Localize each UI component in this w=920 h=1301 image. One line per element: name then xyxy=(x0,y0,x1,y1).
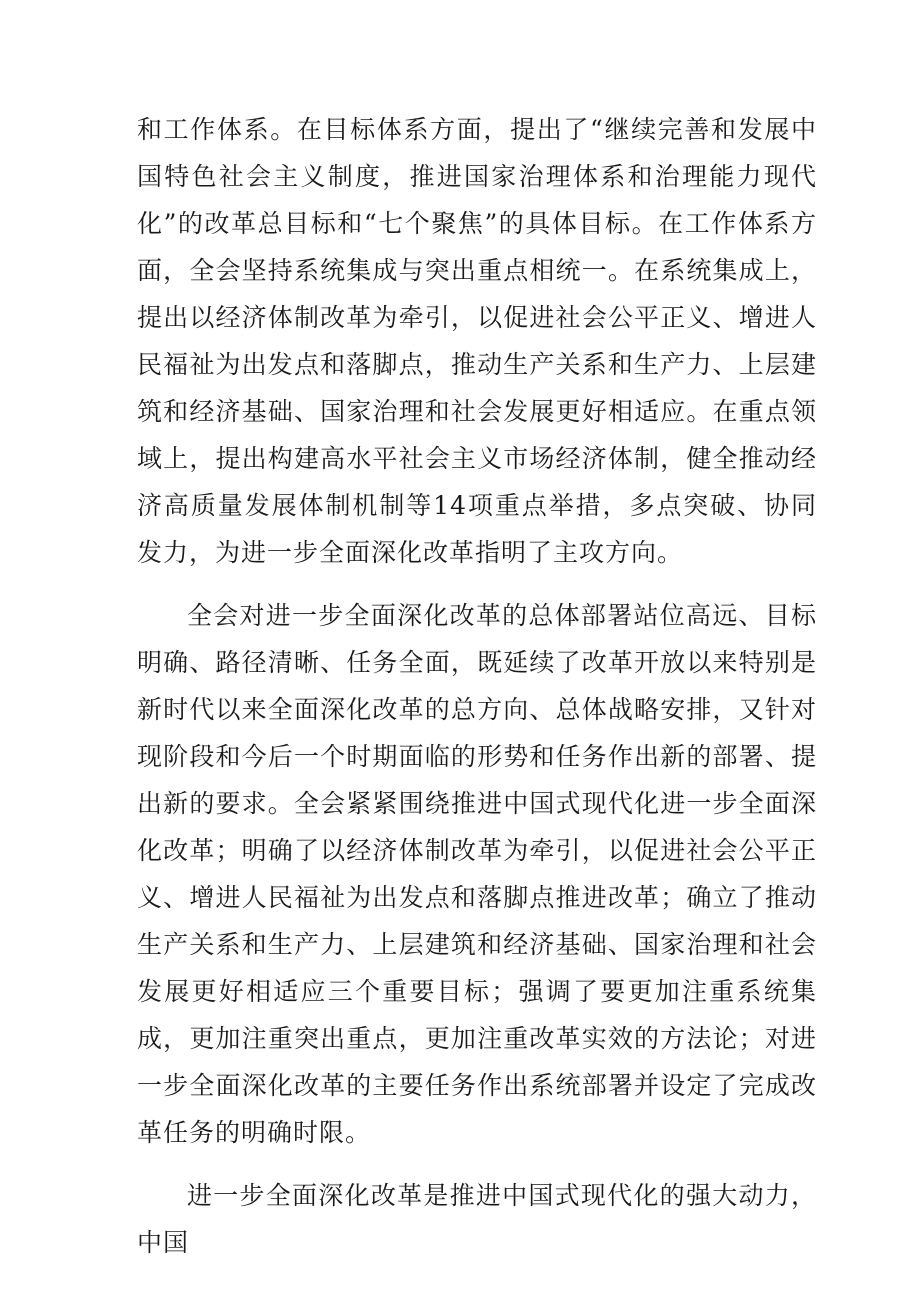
paragraph-overall-deployment: 全会对进一步全面深化改革的总体部署站位高远、目标明确、路径清晰、任务全面，既延续了改革开放以来特别是新时代以来全面深化改革的总方向、总体战略安排，又针对现阶段和今后一个时期面临的形势和任务作出新的部署、提出新的要求。全会紧紧围绕推进中国式现代化进一步全面深化改革；明确了以经济体制改革为牵引，以促进社会公平正义、增进人民福祉为出发点和落脚点推进改革；确立了推动生产关系和生产力、上层建筑和经济基础、国家治理和社会发展更好相适应三个重要目标；强调了要更加注重系统集成，更加注重突出重点，更加注重改革实效的方法论；对进一步全面深化改革的主要任务作出系统部署并设定了完成改革任务的明确时限。 xyxy=(137,601,817,1147)
paragraph-continuation: 和工作体系。在目标体系方面，提出了“继续完善和发展中国特色社会主义制度，推进国家治理体系和治理能力现代化”的改革总目标和“七个聚焦”的具体目标。在工作体系方面，全会坚持系统集成与突出重点相统一。在系统集成上，提出以经济体制改革为牵引，以促进社会公平正义、增进人民福祉为出发点和落脚点，推动生产关系和生产力、上层建筑和经济基础、国家治理和社会发展更好相适应。在重点领域上，提出构建高水平社会主义市场经济体制，健全推动经济高质量发展体制机制等14项重点举措，多点突破、协同发力，为进一步全面深化改革指明了主攻方向。 xyxy=(137,115,817,567)
document-body xyxy=(137,106,817,1266)
paragraph-driving-force: 进一步全面深化改革是推进中国式现代化的强大动力，中国 xyxy=(137,1181,817,1257)
